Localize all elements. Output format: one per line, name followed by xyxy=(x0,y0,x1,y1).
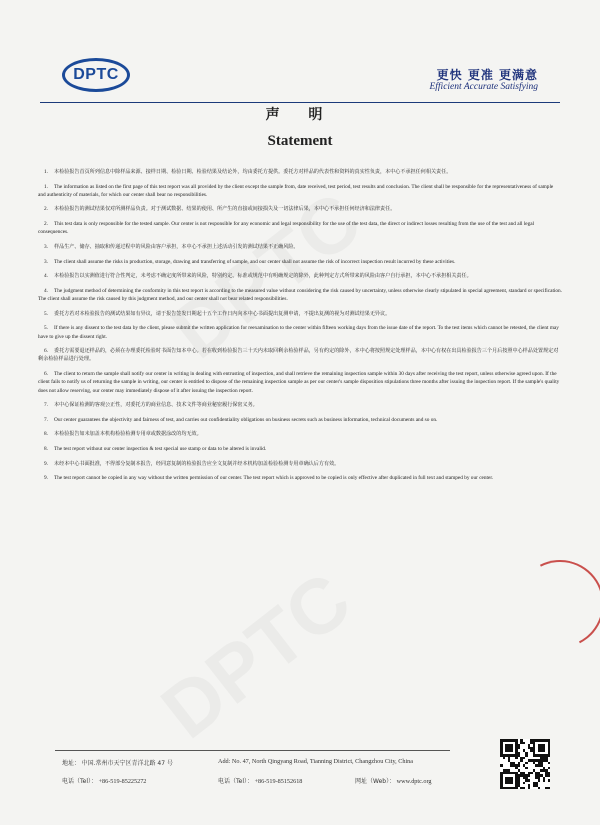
qr-module xyxy=(543,779,546,782)
statement-text: The client shall assume the risks in production, storage, drawing and transferring of sample, and our center shall not assume the risk of incorrect inspection result incurred by these activities. xyxy=(54,258,456,265)
dptc-logo xyxy=(62,58,130,92)
statement-cn xyxy=(38,401,562,409)
footer-divider xyxy=(55,750,450,751)
statement-number: 8. xyxy=(44,431,48,438)
statement-en xyxy=(38,258,562,266)
address-en: Add: No. 47, North Qingyang Road, Tianning District, Changzhou City, China xyxy=(218,758,414,765)
qr-module xyxy=(518,764,521,767)
title-english: Statement xyxy=(267,133,333,149)
qr-module xyxy=(523,787,526,790)
qr-module xyxy=(548,774,551,777)
statement-text: This test data is only responsible for the tested sample. Our center is not responsible for any economic and legal responsibility for the use of the test data, the direct or indirect losses resulting from the use of the test and all legal consequences. xyxy=(38,221,535,236)
qr-module xyxy=(525,767,528,770)
statement-cn xyxy=(38,168,562,176)
statement-cn xyxy=(38,272,562,280)
qr-module xyxy=(510,782,513,785)
qr-module xyxy=(523,757,526,760)
statement-text: The client to return the sample shall notify our center in writing in dealing with entrusting of inspection, and shall retrieve the remaining inspection sample within 30 days after receiving the test report, unless otherwise agreed upon. If the client fails to notify us of returning the sample in writing, our center is entitled to dispose of the remaining inspection sample as per our center's sample disposition stipulations three months after issuing the inspection report. If the sample's quality does not allow reserving, our center may immediately dispose of it after issuing the inspection report. xyxy=(38,371,560,394)
statement-cn xyxy=(38,310,562,318)
phone-1-value: +86-519-85225272 xyxy=(98,778,147,785)
statement-number: 2. xyxy=(44,206,48,213)
qr-module xyxy=(548,762,551,765)
address-cn-value: 中国.常州市天宁区青洋北路 47 号 xyxy=(81,760,173,767)
statement-en xyxy=(38,445,562,453)
statement-text: 本检验报告首页所列信息中除样品来源、接样日期、检验日期、检验结果及结论外，均由委托方提供。委托方对样品的代表性和资料的真实性负责，本中心不承担任何相关责任。 xyxy=(54,169,452,175)
statement-text: 委托方需要退还样品的，必须在办理委托检验时书面告知本中心。若在收到检验报告三十天内未取回剩余检验样品，另有约定的除外，本中心将按照规定处理样品，本中心有权在出具检验报告三个月后按照中心样品处置规定对剩余检验样品进行处理。 xyxy=(38,348,559,363)
statement-cn xyxy=(38,347,562,364)
header-divider xyxy=(40,102,560,103)
statement-text: The judgment method of determining the conformity in this test report is according to the measured value without considering the risk caused by uncertainty, unless otherwise clearly stipulated in special agreement, standard or specification. The client shall assume the risk caused by this judgment method, and our center shall not bear related responsibilities. xyxy=(38,287,563,303)
statement-text: 本中心保证检测的客观公正性，对委托方的商业信息、技术文件等商业秘密履行保密义务。 xyxy=(54,402,258,409)
qr-module xyxy=(515,757,518,760)
phone-2 xyxy=(218,776,302,785)
statement-number: 4. xyxy=(44,287,48,294)
statement-en xyxy=(38,324,562,341)
statement-number: 7. xyxy=(44,402,48,409)
qr-module xyxy=(548,767,551,770)
website-label: 网址（Web）： xyxy=(355,778,396,785)
slogan-english: Efficient Accurate Satisfying xyxy=(429,82,538,92)
statement-number: 9. xyxy=(44,475,48,482)
qr-module xyxy=(500,764,503,767)
statement-text: 本检验报告如未加盖本机构检验检测专用章或数据涂改的均无效。 xyxy=(54,431,202,438)
statement-text: 未经本中心书面批准，不得部分复制本报告，经同意复制的检验报告应全文复制并经本机构加盖检验检测专用章确认后方有效。 xyxy=(54,460,340,467)
statement-text: 本检验报告的测试结果仅对所测样品负责。对于测试数据、结果的使用、所产生的直接或间接损失及一切法律后果，本中心不承担任何经济和法律责任。 xyxy=(54,206,396,213)
qr-module xyxy=(528,787,531,790)
statement-en xyxy=(38,416,562,424)
statement-number: 9. xyxy=(44,460,48,467)
qr-module xyxy=(518,747,521,750)
statement-text: The test report cannot be copied in any way without the written permission of our center. The test report which is approved to be copied is only effective after duplicated in full text and stamped by our center. xyxy=(54,475,494,482)
statement-text: If there is any dissent to the test data by the client, please submit the written application for reexamination to the center within fifteen working days from the issue date of the report. To the test items which cannot be retested, the client may have to give up the dissent right. xyxy=(38,325,559,340)
qr-module xyxy=(523,782,526,785)
qr-code xyxy=(500,739,550,789)
website-value: www.dptc.org xyxy=(396,778,432,785)
statement-cn xyxy=(38,205,562,213)
statement-text: Our center guarantees the objectivity and fairness of test, and carries out confidentiality obligations on business secrets such as business information, technical documents and so on. xyxy=(54,416,438,423)
statement-en xyxy=(38,474,562,482)
statement-text: 本检验报告以实测值进行符合性判定，未考虑不确定度所带来的风险，特别约定、标准或规范中有明确规定的除外，此种判定方式所带来的风险由客户自行承担，本中心不承担相关责任。 xyxy=(54,273,472,280)
statement-en xyxy=(38,183,562,200)
statement-number: 2. xyxy=(44,221,48,228)
title-chinese: 声 明 xyxy=(265,107,335,123)
statement-cn xyxy=(38,460,562,468)
statement-number: 7. xyxy=(44,416,48,423)
qr-module xyxy=(520,759,523,762)
statement-number: 1. xyxy=(44,183,48,190)
qr-module xyxy=(543,749,546,752)
phone-1 xyxy=(62,776,146,785)
statement-cn xyxy=(38,243,562,251)
website xyxy=(355,776,432,785)
statement-en xyxy=(38,220,562,237)
statement-number: 6. xyxy=(44,371,48,378)
qr-module xyxy=(528,779,531,782)
statement-number: 3. xyxy=(44,258,48,265)
qr-module xyxy=(523,742,526,745)
statement-number: 5. xyxy=(44,325,48,332)
watermark-bottom xyxy=(144,554,367,756)
statement-number: 5. xyxy=(44,310,48,317)
statement-en xyxy=(38,370,562,395)
logo-text: DPTC xyxy=(73,66,119,83)
statement-number: 3. xyxy=(44,243,48,250)
qr-module xyxy=(530,772,533,775)
qr-module xyxy=(548,779,551,782)
qr-module xyxy=(548,787,551,790)
statement-number: 6. xyxy=(44,348,48,355)
qr-module xyxy=(525,754,528,757)
slogan-chinese: 更快 更准 更满意 xyxy=(436,68,538,82)
statement-text: 样品生产、储存、抽取和传递过程中的风险由客户承担，本中心不承担上述活动引发的测试结果不正确风险。 xyxy=(54,243,299,250)
statement-cn xyxy=(38,430,562,438)
statement-number: 4. xyxy=(44,273,48,280)
phone-1-label: 电话（Tel）： xyxy=(62,778,98,785)
statement-list xyxy=(38,168,562,489)
qr-module xyxy=(538,779,541,782)
qr-module xyxy=(503,757,506,760)
qr-module xyxy=(538,787,541,790)
statement-en xyxy=(38,287,562,304)
qr-module xyxy=(515,787,518,790)
qr-module xyxy=(548,754,551,757)
statement-number: 8. xyxy=(44,445,48,452)
qr-module xyxy=(525,762,528,765)
phone-2-label: 电话（Tel）： xyxy=(218,778,254,785)
statement-text: The test report without our center inspection & test special use stamp or data to be altered is invalid. xyxy=(54,445,267,452)
statement-text: 委托方若对本检验报告的测试结果如有异议，请于报告签发日期起十五个工作日内向本中心书面提出复测申请，不提出复测的视为对测试结果无异议。 xyxy=(54,310,391,317)
qr-module xyxy=(528,774,531,777)
red-seal-stamp xyxy=(505,549,600,660)
address-cn xyxy=(62,758,173,767)
address-cn-label: 地址： xyxy=(62,760,81,767)
phone-2-value: +86-519-85152618 xyxy=(254,778,303,785)
statement-text: The information as listed on the first page of this test report was all provided by the client except the sample from, date received, test period, test results and conclusion. The client shall be responsible for the representativeness of sample and authenticity of materials, for which our center shall bear no responsibilities. xyxy=(38,183,554,198)
statement-number: 1. xyxy=(44,169,48,175)
qr-module xyxy=(510,749,513,752)
